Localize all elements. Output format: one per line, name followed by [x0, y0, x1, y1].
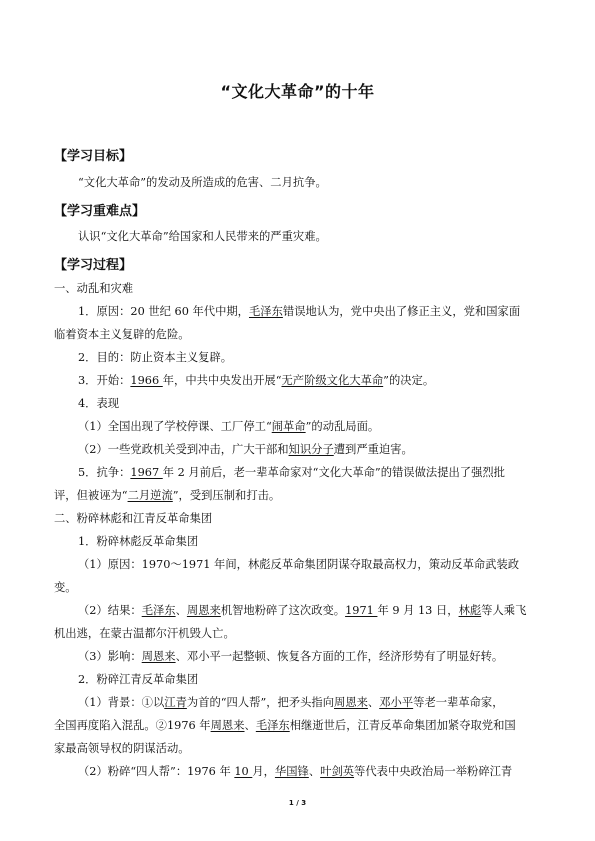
- text-span: 2．粉碎江青反革命集团: [78, 673, 199, 686]
- underlined-term: 无产阶级文化大革命: [281, 374, 384, 387]
- underlined-term: 华国锋: [274, 765, 309, 778]
- text-span: 二、粉碎林彪和江青反革命集团: [54, 512, 213, 525]
- underlined-term: 邓小平: [379, 696, 414, 709]
- text-span: 3．开始：: [78, 374, 131, 387]
- text-span: 月，: [252, 765, 275, 778]
- text-line: [78, 466, 505, 480]
- underlined-term: 1967: [130, 466, 163, 479]
- underlined-term: 1966: [130, 374, 163, 387]
- text-line: [54, 627, 235, 641]
- text-span: 为首的“四人帮”，把矛头指向: [186, 696, 335, 709]
- underlined-term: 周恩来: [141, 650, 176, 663]
- underlined-term: 周恩来: [334, 696, 368, 709]
- section-heading-goal: 【学习目标】: [54, 149, 133, 164]
- text-span: 等人乘飞: [481, 604, 527, 617]
- text-line: [78, 397, 119, 411]
- text-span: 家最高领导权的阴谋活动。: [54, 742, 190, 755]
- underlined-term: 毛泽东: [141, 604, 176, 617]
- text-line: [54, 742, 190, 756]
- key-text: 认识“文化大革命”给国家和人民带来的严重灾难。: [78, 230, 327, 243]
- underlined-term: 闹革命: [271, 420, 306, 433]
- text-span: 等代表中央政治局一举粉碎江青: [354, 765, 513, 778]
- section-heading-key: 【学习重难点】: [54, 204, 146, 219]
- text-span: 变。: [54, 581, 77, 594]
- text-span: 年 2 月前后，老一辈革命家对“文化大革命”的错误做法提出了强烈批: [162, 466, 505, 479]
- underlined-term: 知识分子: [288, 443, 334, 456]
- text-span: 机出逃，在蒙古温都尔汗机毁人亡。: [54, 627, 235, 640]
- text-span: 4．表现: [78, 397, 120, 410]
- text-span: 等老一辈革命家，: [413, 696, 504, 709]
- underlined-term: 林彪: [458, 604, 482, 617]
- underlined-term: 周恩来: [186, 604, 221, 617]
- text-line: [78, 696, 504, 710]
- text-span: ”的动乱局面。: [305, 420, 380, 433]
- text-span: 机智地粉碎了这次政变。: [220, 604, 346, 617]
- text-span: 相继逝世后，江青反革命集团加紧夺取党和国: [289, 719, 516, 732]
- text-line: [54, 328, 190, 342]
- underlined-term: 叶剑英: [320, 765, 355, 778]
- text-span: 年 9 月 13 日，: [377, 604, 459, 617]
- goal-text: “文化大革命”的发动及所造成的危害、二月抗争。: [78, 176, 327, 189]
- text-span: （2）结果：: [78, 604, 142, 617]
- text-span: 1．原因：20 世纪 60 年代中期，: [78, 305, 249, 318]
- text-line: [78, 673, 198, 687]
- text-span: 、: [244, 719, 256, 732]
- text-span: （3）影响：: [78, 650, 142, 663]
- text-span: 临着资本主义复辟的危险。: [54, 328, 190, 341]
- text-line: [78, 558, 519, 572]
- text-line: [78, 535, 198, 549]
- text-span: 、: [367, 696, 380, 709]
- text-span: 5．抗争：: [78, 466, 131, 479]
- text-span: 、: [175, 604, 187, 617]
- text-span: 全国再度陷入混乱。②1976 年: [54, 719, 211, 732]
- text-line: [54, 489, 280, 503]
- text-span: 年，中共中央发出开展“: [162, 374, 282, 387]
- underlined-term: 周恩来: [210, 719, 245, 732]
- text-span: 评，但被诬为“: [54, 489, 128, 502]
- page-number: 1 / 3: [288, 799, 307, 807]
- text-line: [78, 604, 526, 618]
- text-span: 、邓小平一起整顿、恢复各方面的工作，经济形势有了明显好转。: [175, 650, 504, 663]
- text-span: 遭到严重迫害。: [333, 443, 413, 456]
- text-line: [54, 512, 212, 526]
- page-title: “文化大革命”的十年: [220, 82, 375, 101]
- text-line: [78, 765, 512, 779]
- text-line: [78, 305, 520, 319]
- underlined-term: 1971: [345, 604, 378, 617]
- text-line: [54, 282, 133, 296]
- text-line: [78, 443, 413, 457]
- text-span: （1）背景：①以: [78, 696, 165, 709]
- text-span: （2）粉碎“四人帮”：1976 年: [78, 765, 235, 778]
- underlined-term: 二月逆流: [127, 489, 173, 502]
- text-line: [54, 719, 516, 733]
- section-heading-process: 【学习过程】: [54, 258, 133, 273]
- underlined-term: 毛泽东: [248, 305, 283, 318]
- text-line: [78, 374, 434, 388]
- underlined-term: 10: [234, 765, 253, 778]
- text-line: [78, 351, 232, 365]
- text-span: 1．粉碎林彪反革命集团: [78, 535, 199, 548]
- text-line: [54, 581, 77, 595]
- text-span: 错误地认为，党中央出了修正主义，党和国家面: [282, 305, 521, 318]
- text-span: 2．目的：防止资本主义复辟。: [78, 351, 233, 364]
- text-span: ”的决定。: [383, 374, 435, 387]
- text-span: （2）一些党政机关受到冲击，广大干部和: [78, 443, 289, 456]
- text-line: [78, 650, 503, 664]
- text-span: （1）原因：1970～1971 年间，林彪反革命集团阴谋夺取最高权力，策动反革命武装政: [78, 558, 520, 571]
- text-span: 一、动乱和灾难: [54, 282, 134, 295]
- text-span: ”，受到压制和打击。: [172, 489, 281, 502]
- underlined-term: 江青: [164, 696, 187, 709]
- text-span: （1）全国出现了学校停课、工厂停工“: [78, 420, 272, 433]
- underlined-term: 毛泽东: [255, 719, 290, 732]
- text-line: [78, 420, 379, 434]
- text-span: 、: [308, 765, 321, 778]
